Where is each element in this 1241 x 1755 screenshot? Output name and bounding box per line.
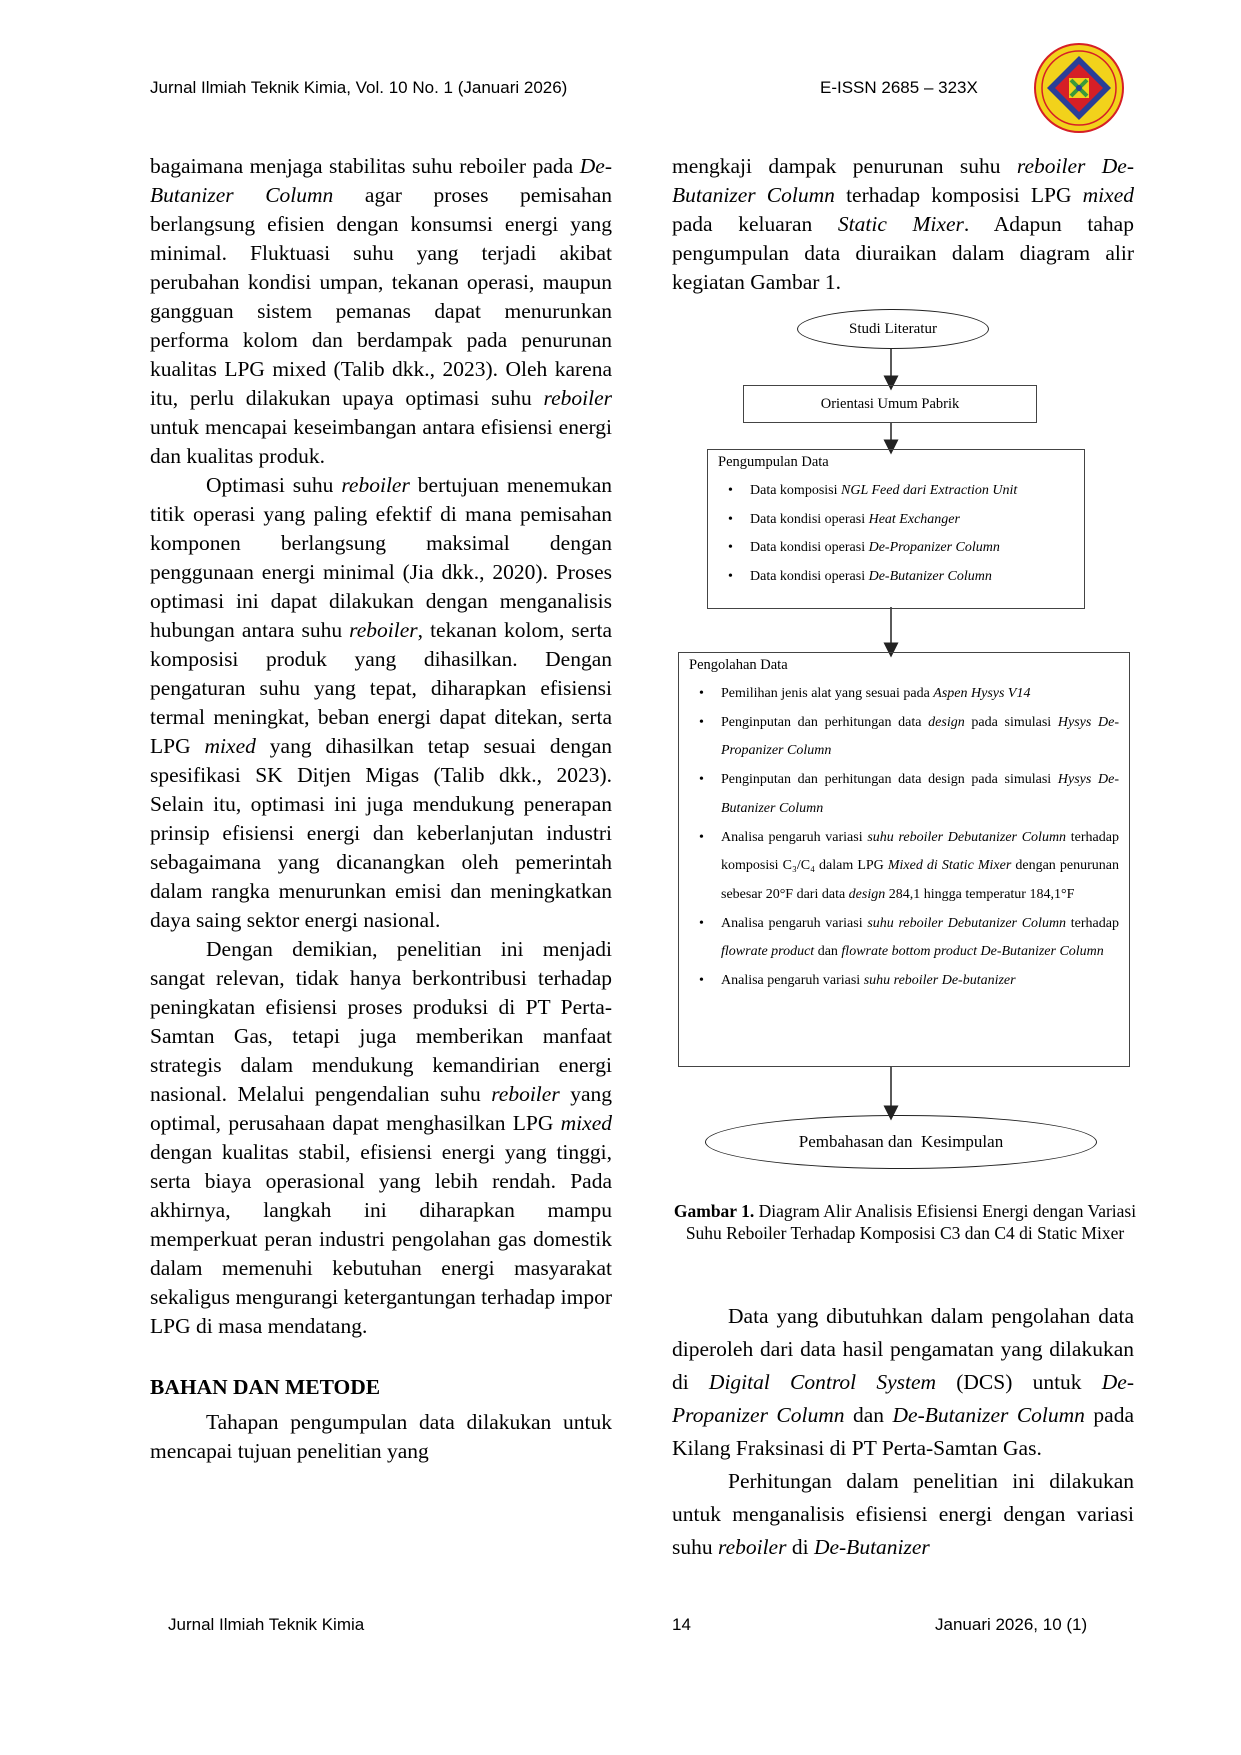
footer-issue: Januari 2026, 10 (1) <box>935 1615 1088 1634</box>
list-item: • Analisa pengaruh variasi suhu reboiler Debutanizer Column terhadap komposisi C₃/C₄ dalam LPG Mixed di Static Mixer dengan penurunan sebesar 20°F dari data design 284,1 hingga temperatur 184,1°F <box>699 824 1119 910</box>
intro-paragraph-3: Dengan demikian, penelitian ini menjadi sangat relevan, tidak hanya berkontribusi terhadap peningkatan efisiensi proses produksi di PT Perta-Samtan Gas, tetapi juga memberikan manfaat strategis dalam mendukung kemandirian energi nasional. Melalui pengendalian suhu reboiler yang optimal, perusahaan dapat menghasilkan LPG mixed dengan kualitas stabil, efisiensi energi yang tinggi, serta biaya operasional yang lebih rendah. Pada akhirnya, langkah ini diharapkan mampu memperkuat peran industri pengolahan gas domestik dalam memenuhi kebutuhan energi masyarakat sekaligus mengurangi ketergantungan terhadap impor LPG di masa mendatang. <box>150 937 612 1338</box>
list-item: • Data komposisi NGL Feed dari Extraction Unit <box>728 477 1084 506</box>
list-item: • Analisa pengaruh variasi suhu reboiler Debutanizer Column terhadap flowrate product dan flowrate bottom product De-Butanizer Column <box>699 910 1119 967</box>
flow-step-studi-literatur: Studi Literatur <box>797 309 989 349</box>
caption-label: Gambar 1. <box>673 1201 755 1221</box>
intro-paragraph-1: bagaimana menjaga stabilitas suhu reboiler pada De-Butanizer Column agar proses pemisahan berlangsung efisien dengan konsumsi energi yang minimal. Fluktuasi suhu yang terjadi akibat perubahan kondisi umpan, tekanan operasi, maupun gangguan sistem pemanas dapat menurunkan performa kolom dan berdampak pada penurunan kualitas LPG mixed (Talib dkk., 2023). Oleh karena itu, perlu dilakukan upaya optimasi suhu reboiler untuk mencapai keseimbangan antara efisiensi energi dan kualitas produk. <box>150 154 613 468</box>
box-title-pengumpulan: Pengumpulan Data <box>718 454 829 470</box>
list-item: • Pemilihan jenis alat yang sesuai pada Aspen Hysys V14 <box>699 680 1119 709</box>
page-number: 14 <box>672 1615 691 1634</box>
flow-step-pengumpulan-data <box>707 449 1085 609</box>
list-item: • Penginputan dan perhitungan data design pada simulasi Hysys De-Propanizer Column <box>699 709 1119 766</box>
flow-step-orientasi: Orientasi Umum Pabrik <box>743 385 1037 423</box>
methods-paragraph-2: mengkaji dampak penurunan suhu reboiler De-Butanizer Column terhadap komposisi LPG mixed pada keluaran Static Mixer. Adapun tahap pengumpulan data diuraikan dalam diagram alir kegiatan Gambar 1. <box>672 154 1134 294</box>
left-column <box>150 152 612 1466</box>
box-title-pengolahan: Pengolahan Data <box>689 657 788 673</box>
flow-diagram <box>665 305 1145 1195</box>
issn-label: E-ISSN 2685 – 323X <box>820 78 978 97</box>
methods-paragraph-4: Perhitungan dalam penelitian ini dilakukan untuk menganalisis efisiensi energi dengan variasi suhu reboiler di De-Butanizer <box>672 1469 1134 1559</box>
pengolahan-list <box>679 680 1129 996</box>
journal-header: Jurnal Ilmiah Teknik Kimia, Vol. 10 No. 1 (Januari 2026) <box>150 78 568 97</box>
section-heading: BAHAN DAN METODE <box>150 1375 381 1399</box>
flow-step-pembahasan: Pembahasan dan Kesimpulan <box>705 1115 1097 1169</box>
pengumpulan-list <box>708 477 1084 591</box>
figure-caption <box>665 1200 1145 1244</box>
intro-paragraph-2: Optimasi suhu reboiler bertujuan menemukan titik operasi yang paling efektif di mana pemisahan komponen berlangsung maksimal dengan penggunaan energi minimal (Jia dkk., 2020). Proses optimasi ini dapat dilakukan dengan menganalisis hubungan antara suhu reboiler, tekanan kolom, serta komposisi produk yang dihasilkan. Dengan pengaturan suhu yang tepat, diharapkan efisiensi termal meningkat, beban energi dapat ditekan, serta LPG mixed yang dihasilkan tetap sesuai dengan spesifikasi SK Ditjen Migas (Talib dkk., 2023). Selain itu, optimasi ini juga mendukung penerapan prinsip efisiensi energi dan keberlanjutan industri sebagaimana yang dicanangkan oleh pemerintah dalam rangka menurunkan emisi dan meningkatkan daya saing sektor energi nasional. <box>150 473 612 932</box>
list-item: • Data kondisi operasi De-Propanizer Column <box>728 534 1084 563</box>
list-item: • Analisa pengaruh variasi suhu reboiler De-butanizer <box>699 967 1119 996</box>
caption-text: Diagram Alir Analisis Efisiensi Energi dengan Variasi Suhu Reboiler Terhadap Komposisi C3 dan C4 di Static Mixer <box>685 1201 1137 1243</box>
footer-journal: Jurnal Ilmiah Teknik Kimia <box>168 1615 365 1634</box>
journal-logo <box>1033 42 1125 134</box>
flow-step-pengolahan-data <box>678 652 1130 1067</box>
list-item: • Data kondisi operasi De-Butanizer Column <box>728 563 1084 592</box>
list-item: • Data kondisi operasi Heat Exchanger <box>728 506 1084 535</box>
methods-paragraph-1: Tahapan pengumpulan data dilakukan untuk mencapai tujuan penelitian yang <box>150 1410 612 1463</box>
list-item: • Penginputan dan perhitungan data design pada simulasi Hysys De-Butanizer Column <box>699 766 1119 823</box>
methods-paragraph-3: Data yang dibutuhkan dalam pengolahan data diperoleh dari data hasil pengamatan yang dilakukan di Digital Control System (DCS) untuk De-Propanizer Column dan De-Butanizer Column pada Kilang Fraksinasi di PT Perta-Samtan Gas. <box>672 1304 1134 1460</box>
